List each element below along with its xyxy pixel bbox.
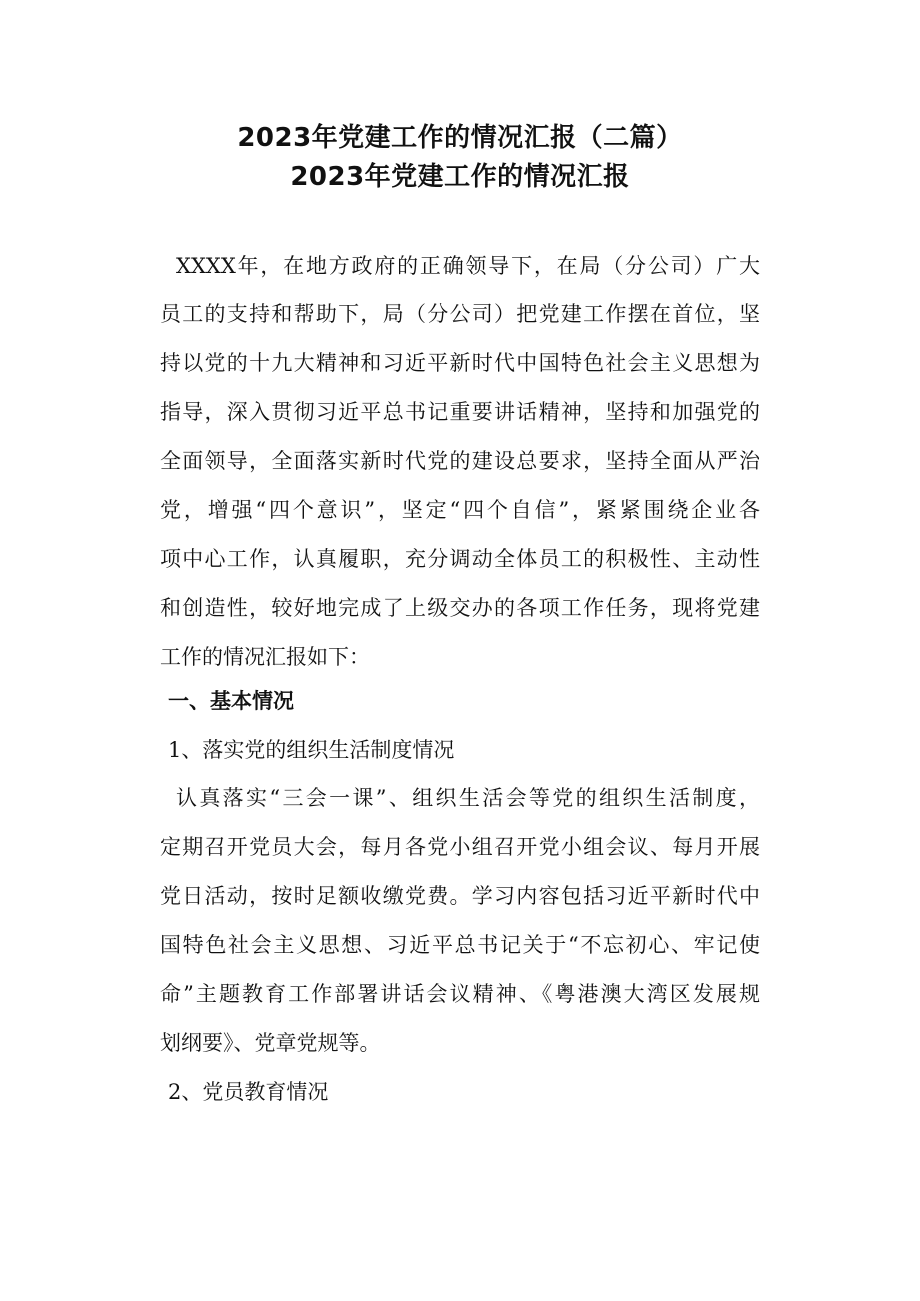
paragraph-line: 全面领导，全面落实新时代党的建设总要求，坚持全面从严治 <box>160 449 760 473</box>
paragraph-line: 划纲要》、党章党规等。 <box>160 1031 381 1055</box>
document-subtitle: 2023年党建工作的情况汇报 <box>290 162 630 192</box>
paragraph-line: 和创造性，较好地完成了上级交办的各项工作任务，现将党建 <box>160 596 760 620</box>
paragraph-line: XXXX年，在地方政府的正确领导下，在局（分公司）广大 <box>176 254 760 278</box>
paragraph-line: 命”主题教育工作部署讲话会议精神、《粤港澳大湾区发展规 <box>160 982 760 1006</box>
document-title: 2023年党建工作的情况汇报（二篇） <box>237 123 683 153</box>
subsection-heading: 2、党员教育情况 <box>168 1080 329 1104</box>
paragraph-line: 工作的情况汇报如下： <box>160 645 370 669</box>
paragraph-line: 持以党的十九大精神和习近平新时代中国特色社会主义思想为 <box>160 351 760 375</box>
paragraph-line: 国特色社会主义思想、习近平总书记关于“不忘初心、牢记使 <box>160 933 760 957</box>
paragraph-line: 员工的支持和帮助下，局（分公司）把党建工作摆在首位，坚 <box>160 302 760 326</box>
subsection-heading: 1、落实党的组织生活制度情况 <box>168 738 455 762</box>
paragraph-line: 指导，深入贯彻习近平总书记重要讲话精神，坚持和加强党的 <box>160 400 760 424</box>
paragraph-line: 党日活动，按时足额收缴党费。学习内容包括习近平新时代中 <box>160 884 760 908</box>
section-heading: 一、基本情况 <box>168 689 294 713</box>
paragraph-line: 项中心工作，认真履职，充分调动全体员工的积极性、主动性 <box>160 547 760 571</box>
paragraph-line: 定期召开党员大会，每月各党小组召开党小组会议、每月开展 <box>160 835 760 859</box>
paragraph-line: 认真落实“三会一课”、组织生活会等党的组织生活制度， <box>176 786 760 810</box>
paragraph-line: 党，增强“四个意识”，坚定“四个自信”，紧紧围绕企业各 <box>160 498 760 522</box>
